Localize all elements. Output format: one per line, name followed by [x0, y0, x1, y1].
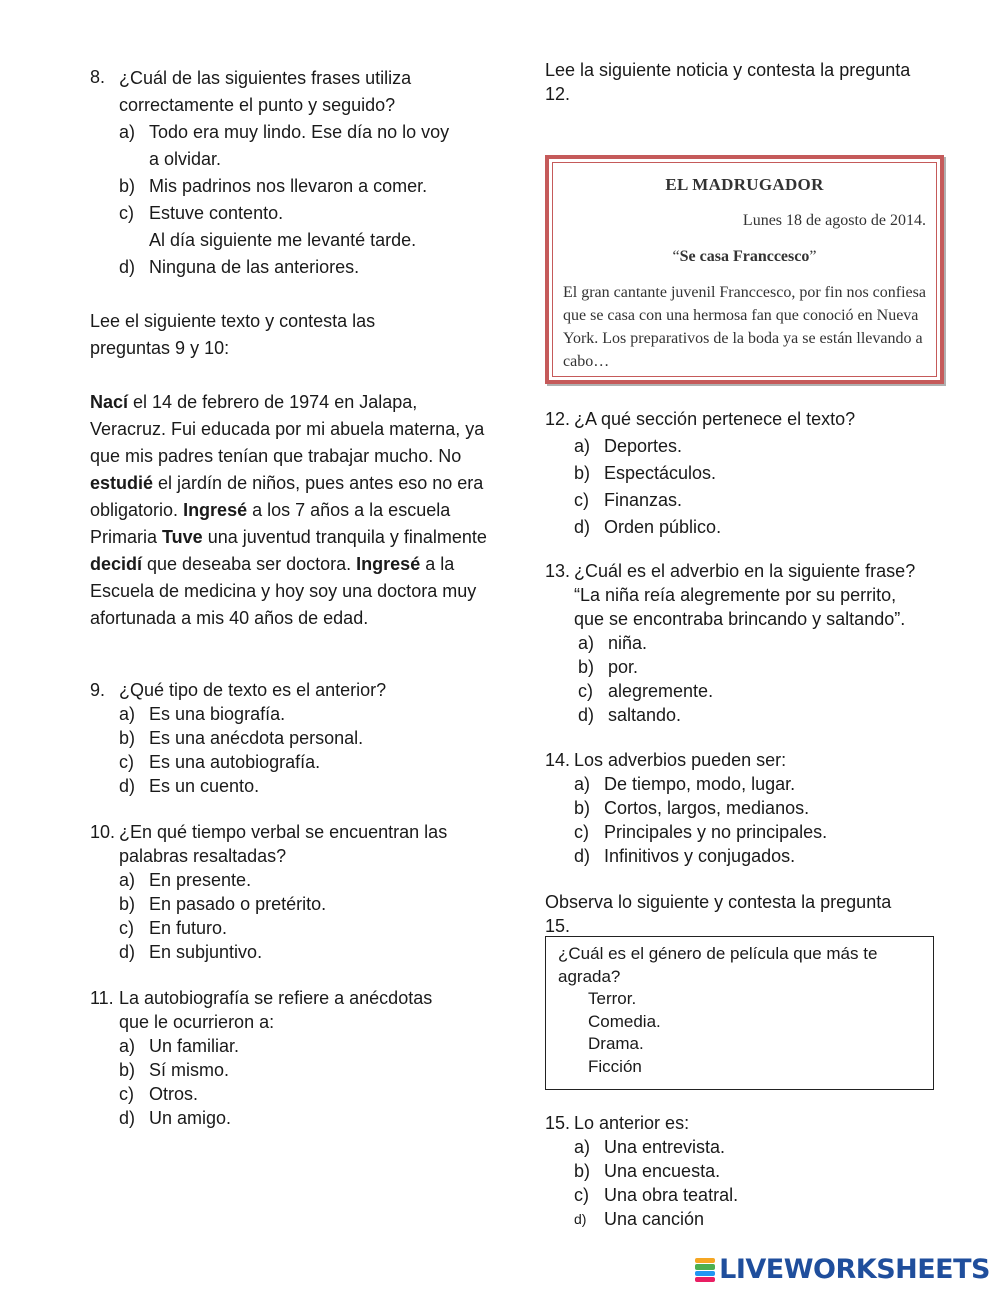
- question-number: 15.: [545, 1113, 571, 1133]
- option-c[interactable]: c) Es una autobiografía.: [119, 752, 321, 772]
- option-b[interactable]: b) Cortos, largos, medianos.: [574, 798, 810, 818]
- answer-options: [90, 868, 500, 964]
- survey-option: Drama.: [588, 1034, 644, 1053]
- option-d[interactable]: d) Orden público.: [574, 517, 722, 537]
- question-text: ¿Qué tipo de texto es el anterior?: [119, 680, 387, 700]
- survey-question: ¿Cuál es el género de película que más te agrada?: [558, 944, 878, 986]
- option-c[interactable]: c) Principales y no principales.: [574, 822, 828, 842]
- question-number: 11.: [90, 988, 114, 1008]
- option-a[interactable]: a) Es una biografía.: [119, 704, 286, 724]
- biography-text: Nací el 14 de febrero de 1974 en Jalapa, Veracruz. Fui educada por mi abuela materna, ya que mis padres tenían que trabajar mucho. No estudié el jardín de niños, pues antes eso no era obligatorio. Ingresé a los 7 años a la escuela Primaria Tuve una juventud tranquila y finalmente decidí que deseaba ser doctora. Ingresé a la Escuela de medicina y hoy soy una doctora muy afortunada a mis 40 años de edad.: [90, 392, 487, 628]
- highlighted-verb: decidí: [90, 554, 143, 574]
- option-c[interactable]: c) Otros.: [119, 1084, 199, 1104]
- highlighted-verb: estudié: [90, 473, 154, 493]
- answer-options: [90, 1034, 500, 1130]
- option-a[interactable]: a) De tiempo, modo, lugar.: [574, 774, 796, 794]
- option-c[interactable]: c) Estuve contento. Al día siguiente me levanté tarde.: [119, 203, 417, 250]
- question-number: 8.: [90, 67, 106, 87]
- option-c[interactable]: c) Finanzas.: [574, 490, 683, 510]
- highlighted-verb: Ingresé: [356, 554, 421, 574]
- option-b[interactable]: b) Es una anécdota personal.: [119, 728, 364, 748]
- option-a[interactable]: a) Todo era muy lindo. Ese día no lo voy a olvidar.: [119, 122, 450, 169]
- survey-box: [545, 936, 934, 1090]
- question-text: La autobiografía se refiere a anécdotas que le ocurrieron a:: [119, 988, 433, 1032]
- option-d[interactable]: d) Es un cuento.: [119, 776, 260, 796]
- survey-option: Terror.: [588, 989, 637, 1008]
- option-b[interactable]: b) Una encuesta.: [574, 1161, 721, 1181]
- question-text: Los adverbios pueden ser:: [574, 750, 787, 770]
- question-15: [545, 1111, 950, 1231]
- option-a[interactable]: a) Deportes.: [574, 436, 683, 456]
- liveworksheets-logo[interactable]: [695, 1255, 990, 1285]
- question-text: ¿Cuál de las siguientes frases utiliza correctamente el punto y seguido?: [119, 68, 412, 115]
- question-13: [545, 559, 950, 727]
- option-c[interactable]: c) En futuro.: [119, 918, 228, 938]
- logo-text: LIVEWORKSHEETS: [719, 1254, 990, 1285]
- question-number: 13.: [545, 561, 571, 581]
- news-body: El gran cantante juvenil Franccesco, por fin nos confiesa que se casa con una hermosa fan que conoció en Nueva York. Los preparativos de la boda ya se están llevando a cabo…: [563, 284, 926, 370]
- option-d[interactable]: d) Infinitivos y conjugados.: [574, 846, 796, 866]
- survey-option: Ficción: [588, 1056, 642, 1076]
- question-text: ¿Cuál es el adverbio en la siguiente frase? “La niña reía alegremente por su perrito, que se encontraba brincando y saltando”.: [574, 561, 916, 629]
- news-headline: “Se casa Franccesco”: [672, 248, 817, 265]
- question-text: ¿En qué tiempo verbal se encuentran las palabras resaltadas?: [119, 822, 448, 866]
- answer-options: [545, 772, 950, 868]
- option-b[interactable]: b) En pasado o pretérito.: [119, 894, 327, 914]
- question-11: [90, 986, 500, 1130]
- question-10: [90, 820, 500, 964]
- option-d[interactable]: d) saltando.: [578, 705, 682, 725]
- option-d[interactable]: d) En subjuntivo.: [119, 942, 263, 962]
- instruction-15: Observa lo siguiente y contesta la pregunta 15.: [545, 892, 892, 936]
- news-date: Lunes 18 de agosto de 2014.: [742, 212, 926, 229]
- option-d[interactable]: d) Una canción: [574, 1209, 705, 1229]
- question-8: [90, 65, 500, 281]
- answer-options: [90, 119, 500, 281]
- question-text: ¿A qué sección pertenece el texto?: [574, 409, 856, 429]
- question-number: 10.: [90, 822, 116, 842]
- highlighted-verb: Nací: [90, 392, 129, 412]
- option-a[interactable]: a) En presente.: [119, 870, 252, 890]
- liveworksheets-icon: [695, 1258, 715, 1282]
- option-b[interactable]: b) Espectáculos.: [574, 463, 717, 483]
- option-c[interactable]: c) alegremente.: [578, 681, 714, 701]
- option-b[interactable]: b) por.: [578, 657, 639, 677]
- survey-option: Comedia.: [588, 1011, 661, 1031]
- option-a[interactable]: a) niña.: [578, 633, 648, 653]
- question-12: [545, 406, 950, 541]
- answer-options: [549, 631, 950, 727]
- highlighted-verb: Ingresé: [183, 500, 248, 520]
- answer-options: [90, 702, 500, 798]
- question-text: Lo anterior es:: [574, 1113, 690, 1133]
- option-c[interactable]: c) Una obra teatral.: [574, 1185, 739, 1205]
- option-b[interactable]: b) Mis padrinos nos llevaron a comer.: [119, 176, 428, 196]
- option-b[interactable]: b) Sí mismo.: [119, 1060, 230, 1080]
- option-a[interactable]: a) Un familiar.: [119, 1036, 240, 1056]
- question-number: 9.: [90, 680, 106, 700]
- question-14: [545, 748, 950, 868]
- answer-options: [545, 1135, 950, 1231]
- instruction-9-10: Lee el siguiente texto y contesta las preguntas 9 y 10:: [90, 311, 376, 358]
- newspaper-name: EL MADRUGADOR: [665, 175, 824, 194]
- news-clipping: [545, 155, 944, 384]
- answer-options: [545, 433, 950, 541]
- highlighted-verb: Tuve: [162, 527, 203, 547]
- question-9: [90, 678, 500, 798]
- question-number: 14.: [545, 750, 571, 770]
- option-d[interactable]: d) Ninguna de las anteriores.: [119, 257, 360, 277]
- instruction-12: Lee la siguiente noticia y contesta la pregunta 12.: [545, 60, 911, 104]
- question-number: 12.: [545, 409, 571, 429]
- option-d[interactable]: d) Un amigo.: [119, 1108, 232, 1128]
- option-a[interactable]: a) Una entrevista.: [574, 1137, 726, 1157]
